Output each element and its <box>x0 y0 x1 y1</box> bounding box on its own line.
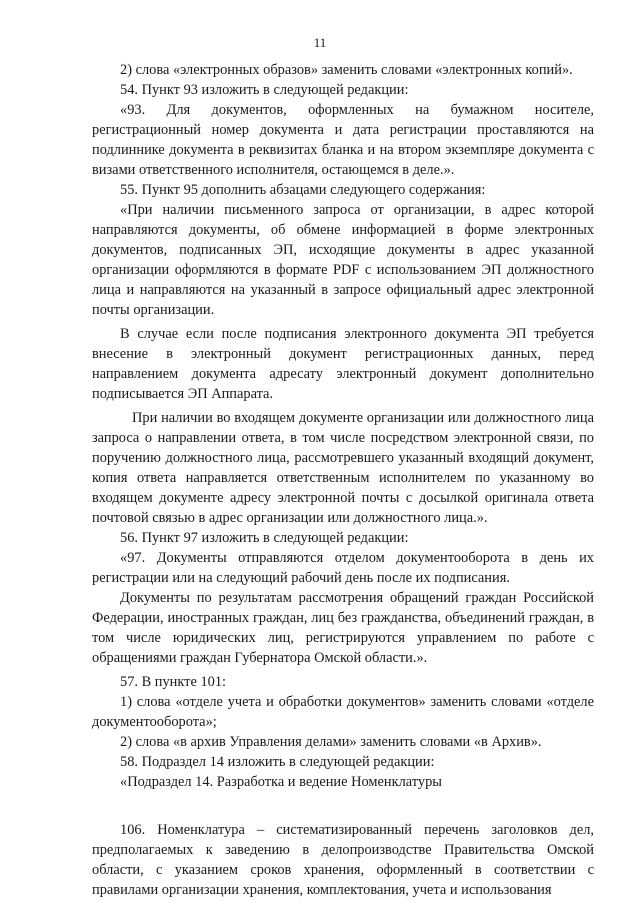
paragraph-new-97: «97. Документы отправляются отделом документооборота в день их регистрации или на следующий рабочий день после их подписания. <box>92 550 594 586</box>
document-body <box>92 60 594 900</box>
paragraph-point-58: 58. Подраздел 14 изложить в следующей редакции: <box>120 754 435 770</box>
page-number: 11 <box>313 35 327 50</box>
paragraph-new-93: «93. Для документов, оформленных на бумажном носителе, регистрационный номер документа и дата регистрации проставляются на подлиннике документа в реквизитах бланка и на втором экземпляре документа с визами ответственного исполнителя, остающемся в деле.». <box>92 102 594 178</box>
paragraph-106-nomenclature: 106. Номенклатура – систематизированный перечень заголовков дел, предполагаемых к заведению в делопроизводстве Правительства Омской области, с указанием сроков хранения, оформленный в соответствии с правилами организации хранения, комплектования, учета и использования <box>92 822 594 898</box>
paragraph-point-57: 57. В пункте 101: <box>120 674 227 690</box>
paragraph-pdf-exchange: «При наличии письменного запроса от организации, в адрес которой направляются документы, об обмене информацией в форме электронных документов, подписанных ЭП, исходящие документы в адрес указанной организации оформляются в формате PDF с использованием ЭП должностного лица и направляются на указанный в запросе официальный адрес электронной почты организации. <box>92 202 594 318</box>
paragraph-reply-request: При наличии во входящем документе организации или должностного лица запроса о направлении ответа, в том числе посредством электронной связи, по поручению должностного лица, рассмотревшего указанный входящий документ, копия ответа направляется ответственным исполнителем по указанному во входящем документе адресу электронной почты с досылкой оригинала ответа почтовой связью в адрес организации или должностного лица.». <box>92 410 594 526</box>
paragraph-item-2-archive: 2) слова «в архив Управления делами» заменить словами «в Архив». <box>120 734 542 750</box>
paragraph-point-55: 55. Пункт 95 дополнить абзацами следующего содержания: <box>120 182 486 198</box>
paragraph-point-56: 56. Пункт 97 изложить в следующей редакции: <box>120 530 409 546</box>
paragraph-item-2-replacement: 2) слова «электронных образов» заменить словами «электронных копий». <box>120 62 573 78</box>
paragraph-item-1-replacement: 1) слова «отделе учета и обработки документов» заменить словами «отделе документооборота»; <box>92 694 594 730</box>
paragraph-point-54: 54. Пункт 93 изложить в следующей редакции: <box>120 82 409 98</box>
subsection-14-heading: «Подраздел 14. Разработка и ведение Номенклатуры <box>120 774 442 790</box>
paragraph-registration-data: В случае если после подписания электронного документа ЭП требуется внесение в электронный документ регистрационных данных, перед направлением документа адресату электронный документ дополнительно подписывается ЭП Аппарата. <box>92 326 594 402</box>
paragraph-citizen-appeals: Документы по результатам рассмотрения обращений граждан Российской Федерации, иностранных граждан, лиц без гражданства, объединений граждан, в том числе юридических лиц, регистрируются управлением по работе с обращениями граждан Губернатора Омской области.». <box>92 590 594 666</box>
